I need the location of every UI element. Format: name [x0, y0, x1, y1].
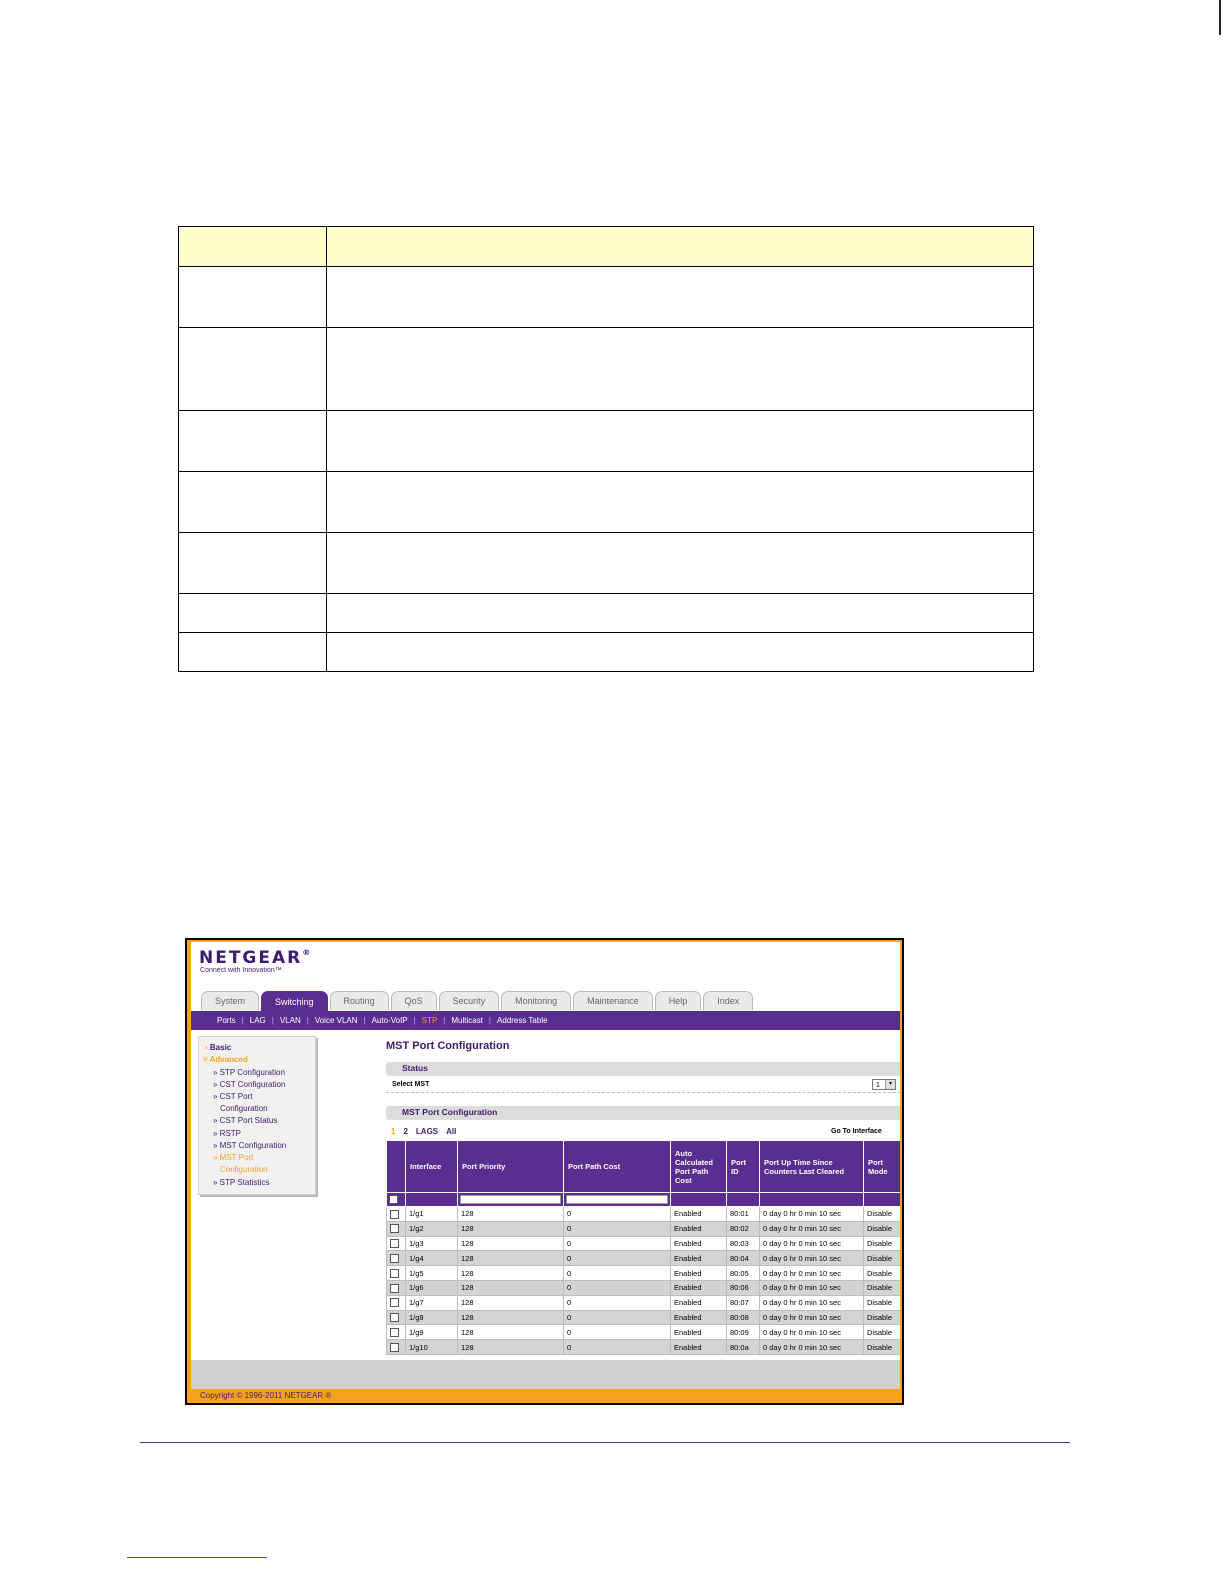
cell-port-id: 80:04	[727, 1251, 760, 1266]
cell-port-mode: Disable	[864, 1266, 901, 1281]
col-port-mode: Port Mode	[864, 1141, 901, 1193]
status-section-header: Status	[386, 1062, 900, 1076]
mst-table-body	[387, 1207, 901, 1355]
table-header-row	[179, 227, 1034, 267]
table-row	[179, 594, 1034, 633]
row-checkbox[interactable]	[390, 1313, 399, 1322]
row-checkbox[interactable]	[390, 1254, 399, 1263]
cell-port-priority: 128	[458, 1221, 564, 1236]
row-checkbox[interactable]	[390, 1328, 399, 1337]
cell-port-up-time: 0 day 0 hr 0 min 10 sec	[760, 1207, 864, 1222]
cell-port-priority: 128	[458, 1236, 564, 1251]
footer-rule	[140, 1442, 1070, 1443]
cell-port-priority: 128	[458, 1280, 564, 1295]
cell-port-up-time: 0 day 0 hr 0 min 10 sec	[760, 1266, 864, 1281]
ui-screenshot-figure	[185, 938, 904, 1405]
col-port-priority: Port Priority	[458, 1141, 564, 1193]
tab-monitoring[interactable]: Monitoring	[501, 991, 571, 1010]
sidebar-item-cst-port-configuration[interactable]: » CST Port	[213, 1092, 253, 1101]
cell-port-id: 80:03	[727, 1236, 760, 1251]
cell-port-id: 80:0a	[727, 1340, 760, 1355]
cell-port-up-time: 0 day 0 hr 0 min 10 sec	[760, 1236, 864, 1251]
cell-interface: 1/g7	[406, 1295, 458, 1310]
cell-port-path-cost: 0	[564, 1266, 671, 1281]
cell-auto-calc: Enabled	[671, 1236, 727, 1251]
cell-port-priority: 128	[458, 1251, 564, 1266]
select-mst-row	[386, 1078, 900, 1093]
row-checkbox[interactable]	[390, 1239, 399, 1248]
table-row[interactable]	[387, 1221, 901, 1236]
table-row[interactable]	[387, 1325, 901, 1340]
cell-port-mode: Disable	[864, 1207, 901, 1222]
table-row[interactable]	[387, 1236, 901, 1251]
tab-maintenance[interactable]: Maintenance	[573, 991, 653, 1010]
footer-link-underline	[127, 1557, 267, 1558]
cell-port-mode: Disable	[864, 1236, 901, 1251]
table-edit-row	[387, 1193, 901, 1207]
sidebar-basic[interactable]: › Basic	[205, 1043, 232, 1052]
netgear-logo: NETGEAR®	[199, 948, 313, 968]
port-path-cost-input[interactable]	[566, 1195, 668, 1204]
cell-port-id: 80:01	[727, 1207, 760, 1222]
table-row	[179, 411, 1034, 472]
cell-port-id: 80:07	[727, 1295, 760, 1310]
cell-port-up-time: 0 day 0 hr 0 min 10 sec	[760, 1221, 864, 1236]
sidebar-item-cst-port-status[interactable]: » CST Port Status	[213, 1116, 278, 1125]
cell-port-priority: 128	[458, 1325, 564, 1340]
row-checkbox[interactable]	[390, 1210, 399, 1219]
logo-tagline: Connect with Innovation™	[200, 967, 282, 974]
mst-port-config-section-header: MST Port Configuration	[386, 1106, 900, 1120]
cell-port-priority: 128	[458, 1266, 564, 1281]
row-checkbox[interactable]	[390, 1224, 399, 1233]
cell-port-id: 80:05	[727, 1266, 760, 1281]
subnav-auto-voip[interactable]: Auto-VoIP	[371, 1016, 408, 1025]
sidebar-item-mst-port-configuration[interactable]: » MST Port	[213, 1153, 254, 1162]
cell-auto-calc: Enabled	[671, 1295, 727, 1310]
select-mst-dropdown[interactable]: 1 ▾	[872, 1079, 896, 1090]
subnav-address-table[interactable]: Address Table	[497, 1016, 548, 1025]
tab-system[interactable]: System	[201, 991, 259, 1010]
table-row[interactable]	[387, 1280, 901, 1295]
cell-port-id: 80:08	[727, 1310, 760, 1325]
sidebar-item-cst-port-configuration-line2[interactable]: Configuration	[220, 1104, 268, 1113]
cell-port-path-cost: 0	[564, 1325, 671, 1340]
content-footer-band	[191, 1360, 900, 1389]
table-row[interactable]	[387, 1295, 901, 1310]
cell-interface: 1/g6	[406, 1280, 458, 1295]
cell-port-up-time: 0 day 0 hr 0 min 10 sec	[760, 1295, 864, 1310]
sidebar-item-mst-port-configuration-line2[interactable]: Configuration	[220, 1165, 268, 1174]
cell-port-path-cost: 0	[564, 1236, 671, 1251]
cell-port-priority: 128	[458, 1310, 564, 1325]
cell-interface: 1/g4	[406, 1251, 458, 1266]
table-row	[179, 533, 1034, 594]
page-link-1[interactable]: 1	[391, 1127, 396, 1136]
cell-port-mode: Disable	[864, 1340, 901, 1355]
cell-auto-calc: Enabled	[671, 1221, 727, 1236]
sub-navigation: Ports | LAG | VLAN | Voice VLAN | Auto-VoIP | STP | Multicast | Address Table	[191, 1011, 900, 1030]
select-all-checkbox[interactable]	[389, 1195, 398, 1204]
cell-auto-calc: Enabled	[671, 1340, 727, 1355]
cell-port-up-time: 0 day 0 hr 0 min 10 sec	[760, 1310, 864, 1325]
cell-port-priority: 128	[458, 1340, 564, 1355]
sidebar-item-stp-statistics[interactable]: » STP Statistics	[213, 1178, 270, 1187]
row-checkbox[interactable]	[390, 1298, 399, 1307]
cell-port-mode: Disable	[864, 1221, 901, 1236]
table-row	[179, 633, 1034, 672]
cell-interface: 1/g10	[406, 1340, 458, 1355]
cell-port-path-cost: 0	[564, 1207, 671, 1222]
cell-port-up-time: 0 day 0 hr 0 min 10 sec	[760, 1340, 864, 1355]
cell-interface: 1/g5	[406, 1266, 458, 1281]
subnav-stp[interactable]: STP	[421, 1016, 438, 1025]
table-row[interactable]	[387, 1266, 901, 1281]
tab-switching[interactable]: Switching	[261, 991, 328, 1012]
table-header-row	[387, 1141, 901, 1193]
pagination-links	[391, 1127, 464, 1136]
row-checkbox[interactable]	[390, 1269, 399, 1278]
sidebar-item-cst-configuration[interactable]: » CST Configuration	[213, 1080, 286, 1089]
cell-port-path-cost: 0	[564, 1280, 671, 1295]
tab-help[interactable]: Help	[655, 991, 702, 1010]
cell-port-path-cost: 0	[564, 1310, 671, 1325]
subnav-lag[interactable]: LAG	[249, 1016, 266, 1025]
cell-auto-calc: Enabled	[671, 1251, 727, 1266]
netgear-web-ui	[191, 942, 900, 1389]
mst-port-table	[386, 1140, 900, 1355]
select-mst-label: Select MST	[392, 1081, 430, 1088]
sidebar-item-stp-configuration[interactable]: » STP Configuration	[213, 1068, 285, 1077]
col-port-up-time: Port Up Time Since Counters Last Cleared	[760, 1141, 864, 1193]
cell-port-mode: Disable	[864, 1295, 901, 1310]
cell-interface: 1/g9	[406, 1325, 458, 1340]
cell-port-up-time: 0 day 0 hr 0 min 10 sec	[760, 1325, 864, 1340]
tab-security[interactable]: Security	[439, 991, 500, 1010]
cell-port-mode: Disable	[864, 1325, 901, 1340]
cell-port-priority: 128	[458, 1207, 564, 1222]
table-row	[179, 328, 1034, 411]
table-row	[179, 472, 1034, 533]
cell-port-up-time: 0 day 0 hr 0 min 10 sec	[760, 1280, 864, 1295]
table-row[interactable]	[387, 1340, 901, 1355]
table-row	[179, 267, 1034, 328]
cell-interface: 1/g3	[406, 1236, 458, 1251]
col-interface: Interface	[406, 1141, 458, 1193]
subnav-voice-vlan[interactable]: Voice VLAN	[314, 1016, 358, 1025]
cell-port-path-cost: 0	[564, 1295, 671, 1310]
subnav-ports[interactable]: Ports	[217, 1016, 236, 1025]
table-row[interactable]	[387, 1251, 901, 1266]
page-edge-rule	[1219, 0, 1221, 35]
port-priority-input[interactable]	[460, 1195, 561, 1204]
cell-auto-calc: Enabled	[671, 1325, 727, 1340]
col-port-path-cost: Port Path Cost	[564, 1141, 671, 1193]
go-to-interface-link[interactable]: Go To Interface	[831, 1128, 882, 1135]
cell-port-id: 80:02	[727, 1221, 760, 1236]
copyright-text: Copyright © 1996-2011 NETGEAR ®	[200, 1391, 332, 1400]
cell-port-mode: Disable	[864, 1310, 901, 1325]
row-checkbox[interactable]	[390, 1343, 399, 1352]
cell-auto-calc: Enabled	[671, 1266, 727, 1281]
row-checkbox[interactable]	[390, 1284, 399, 1293]
subnav-vlan[interactable]: VLAN	[279, 1016, 301, 1025]
sidebar-item-rstp[interactable]: » RSTP	[213, 1129, 242, 1138]
cell-interface: 1/g2	[406, 1221, 458, 1236]
cell-port-mode: Disable	[864, 1251, 901, 1266]
sidebar-item-mst-configuration[interactable]: » MST Configuration	[213, 1141, 287, 1150]
table-header-cell	[327, 227, 1034, 267]
cell-auto-calc: Enabled	[671, 1207, 727, 1222]
cell-port-priority: 128	[458, 1295, 564, 1310]
tab-qos[interactable]: QoS	[391, 991, 437, 1010]
col-port-id: Port ID	[727, 1141, 760, 1193]
cell-port-path-cost: 0	[564, 1221, 671, 1236]
subnav-multicast[interactable]: Multicast	[451, 1016, 483, 1025]
tab-routing[interactable]: Routing	[330, 991, 389, 1010]
table-row[interactable]	[387, 1310, 901, 1325]
page-link-all[interactable]: All	[446, 1127, 457, 1136]
tab-index[interactable]: Index	[703, 991, 753, 1010]
cell-auto-calc: Enabled	[671, 1280, 727, 1295]
page-link-2[interactable]: 2	[403, 1127, 408, 1136]
table-row[interactable]	[387, 1207, 901, 1222]
cell-port-up-time: 0 day 0 hr 0 min 10 sec	[760, 1251, 864, 1266]
page-title: MST Port Configuration	[386, 1040, 510, 1052]
cell-port-mode: Disable	[864, 1280, 901, 1295]
sidebar	[198, 1036, 316, 1195]
table-header-cell	[179, 227, 327, 267]
cell-port-path-cost: 0	[564, 1251, 671, 1266]
cell-auto-calc: Enabled	[671, 1310, 727, 1325]
chevron-down-icon: ▾	[885, 1080, 895, 1089]
sidebar-advanced[interactable]: ˅ Advanced	[203, 1055, 248, 1064]
col-auto-calculated-path-cost: Auto Calculated Port Path Cost	[671, 1141, 727, 1193]
cell-port-id: 80:06	[727, 1280, 760, 1295]
cell-port-id: 80:09	[727, 1325, 760, 1340]
page-link-lags[interactable]: LAGS	[415, 1127, 439, 1136]
field-description-table	[178, 226, 1034, 672]
cell-interface: 1/g8	[406, 1310, 458, 1325]
cell-interface: 1/g1	[406, 1207, 458, 1222]
main-tabs	[201, 991, 753, 1012]
cell-port-path-cost: 0	[564, 1340, 671, 1355]
